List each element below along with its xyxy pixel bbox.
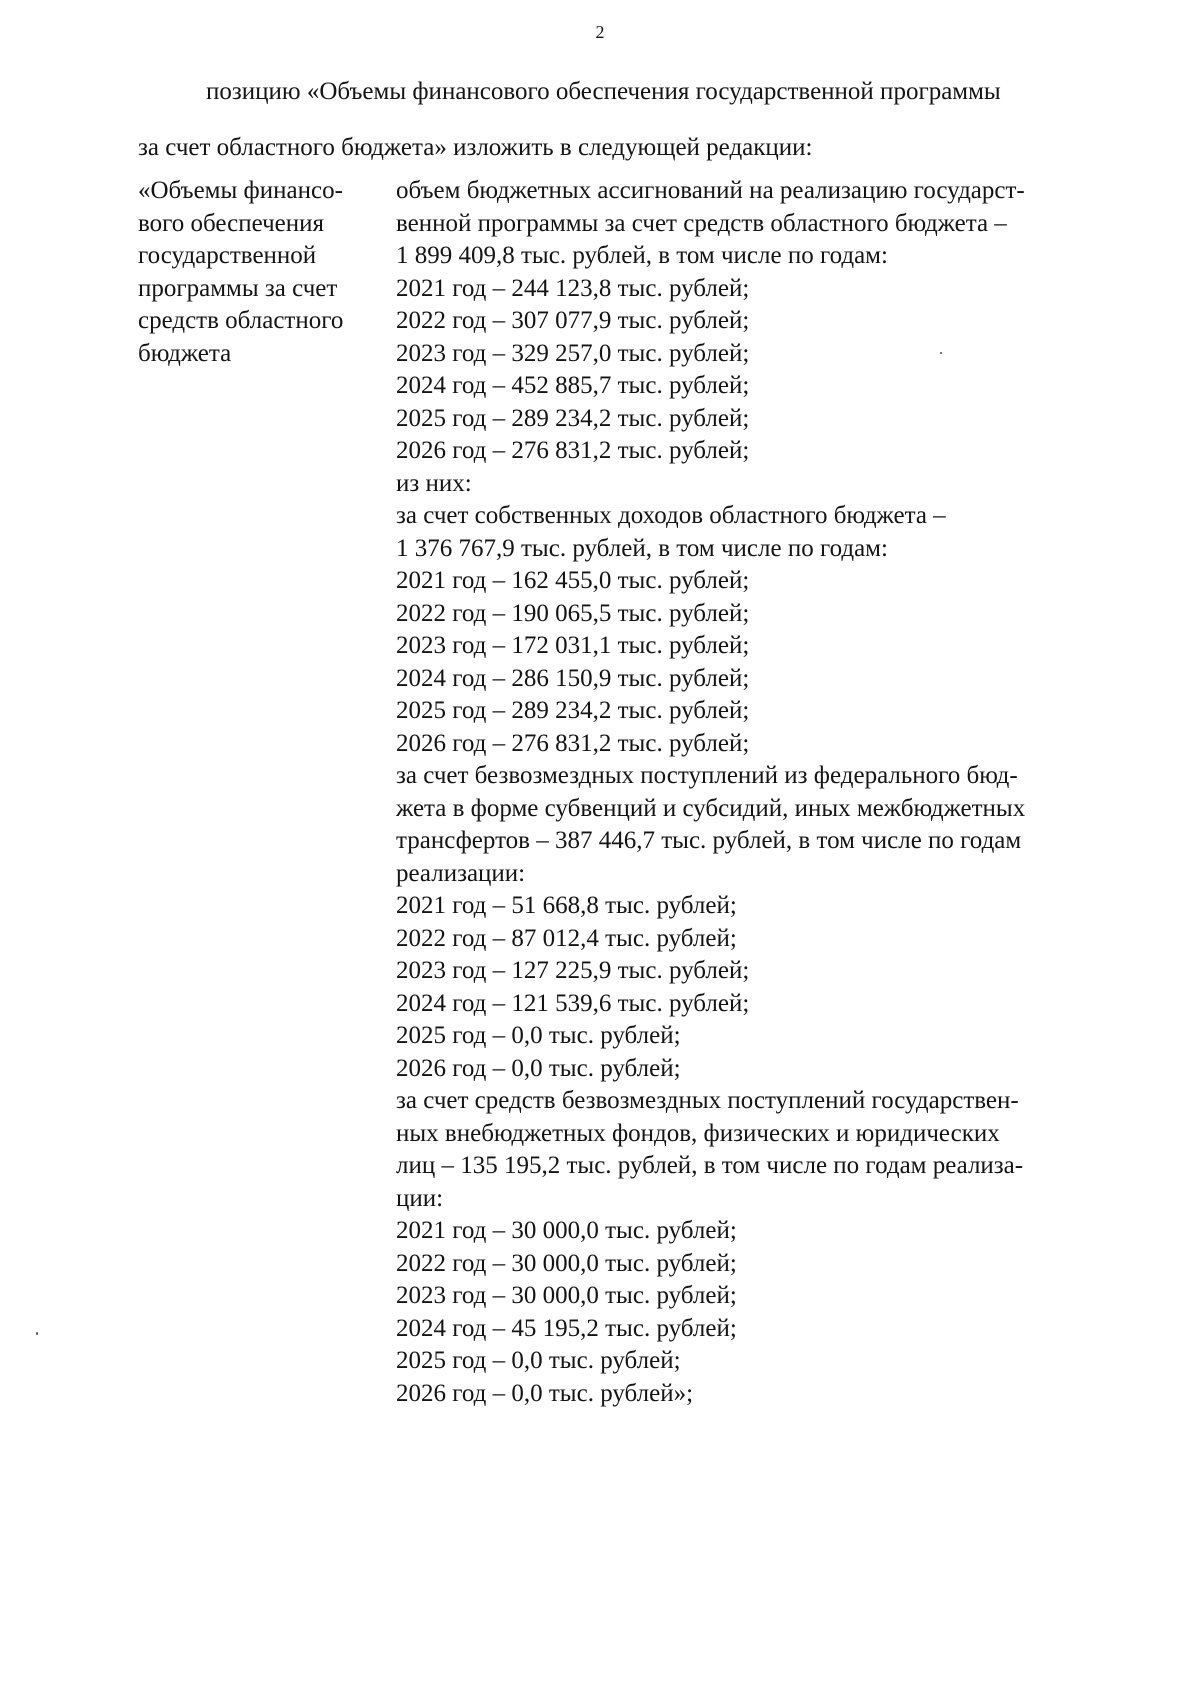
scan-speck (36, 1332, 38, 1335)
funding-line: 1 899 409,8 тыс. рублей, в том числе по годам: (396, 242, 888, 269)
funding-line: 2022 год – 307 077,9 тыс. рублей; (396, 307, 750, 334)
position-title-line: государственной (138, 242, 317, 269)
intro-paragraph (138, 64, 1138, 176)
funding-line: 2026 год – 0,0 тыс. рублей; (396, 1054, 681, 1082)
scan-speck (940, 352, 942, 354)
funding-line: 2022 год – 190 065,5 тыс. рублей; (396, 599, 750, 627)
funding-line: ции: (396, 1184, 444, 1212)
funding-line: 2021 год – 244 123,8 тыс. рублей; (396, 274, 750, 302)
funding-line: 2023 год – 172 031,1 тыс. рублей; (396, 632, 750, 659)
funding-line: 2025 год – 289 234,2 тыс. рублей; (396, 697, 750, 724)
funding-line: реализации: (396, 859, 526, 887)
funding-line: трансфертов – 387 446,7 тыс. рублей, в том числе по годам (396, 827, 1022, 854)
funding-details (396, 175, 1136, 1410)
funding-line: за счет средств безвозмездных поступлений государствен- (396, 1087, 1019, 1114)
funding-line: за счет безвозмездных поступлений из федерального бюд- (396, 762, 1018, 789)
funding-line: 2021 год – 51 668,8 тыс. рублей; (396, 892, 737, 919)
funding-line: 2024 год – 121 539,6 тыс. рублей; (396, 989, 750, 1017)
funding-line: ных внебюджетных фондов, физических и юридических (396, 1119, 1000, 1147)
funding-line: 2025 год – 289 234,2 тыс. рублей; (396, 404, 750, 432)
page-number: 2 (595, 22, 605, 42)
funding-line: 2023 год – 30 000,0 тыс. рублей; (396, 1282, 737, 1309)
position-title (138, 175, 388, 370)
funding-line: 2025 год – 0,0 тыс. рублей; (396, 1347, 681, 1374)
position-title-line: средств областного (138, 307, 344, 334)
funding-line: венной программы за счет средств областного бюджета – (396, 209, 1007, 237)
funding-line: 2024 год – 286 150,9 тыс. рублей; (396, 664, 750, 692)
funding-line: лиц – 135 195,2 тыс. рублей, в том числе по годам реализа- (396, 1152, 1024, 1179)
funding-line: объем бюджетных ассигнований на реализацию государст- (396, 177, 1025, 204)
funding-line: 1 376 767,9 тыс. рублей, в том числе по годам: (396, 534, 888, 562)
funding-line: 2021 год – 30 000,0 тыс. рублей; (396, 1217, 737, 1244)
funding-line: из них: (396, 469, 472, 497)
funding-line: за счет собственных доходов областного бюджета – (396, 502, 946, 529)
funding-line: 2021 год – 162 455,0 тыс. рублей; (396, 567, 750, 594)
funding-line: 2026 год – 0,0 тыс. рублей»; (396, 1379, 694, 1407)
funding-line: 2022 год – 30 000,0 тыс. рублей; (396, 1249, 737, 1277)
position-title-line: программы за счет (138, 274, 338, 302)
funding-line: жета в форме субвенций и субсидий, иных межбюджетных (396, 794, 1026, 822)
funding-line: 2023 год – 329 257,0 тыс. рублей; (396, 339, 750, 367)
position-title-line: вого обеспечения (138, 209, 324, 237)
funding-line: 2024 год – 45 195,2 тыс. рублей; (396, 1314, 737, 1342)
position-title-line: бюджета (138, 339, 232, 367)
funding-line: 2024 год – 452 885,7 тыс. рублей; (396, 372, 750, 399)
funding-line: 2025 год – 0,0 тыс. рублей; (396, 1022, 681, 1049)
intro-line-2: за счет областного бюджета» изложить в следующей редакции: (138, 134, 813, 161)
position-title-line: «Объемы финансо- (138, 177, 343, 204)
funding-line: 2022 год – 87 012,4 тыс. рублей; (396, 924, 737, 952)
funding-line: 2026 год – 276 831,2 тыс. рублей; (396, 729, 750, 757)
funding-line: 2026 год – 276 831,2 тыс. рублей; (396, 437, 750, 464)
funding-line: 2023 год – 127 225,9 тыс. рублей; (396, 957, 750, 984)
intro-line-1: позицию «Объемы финансового обеспечения государственной программы (206, 78, 1001, 105)
